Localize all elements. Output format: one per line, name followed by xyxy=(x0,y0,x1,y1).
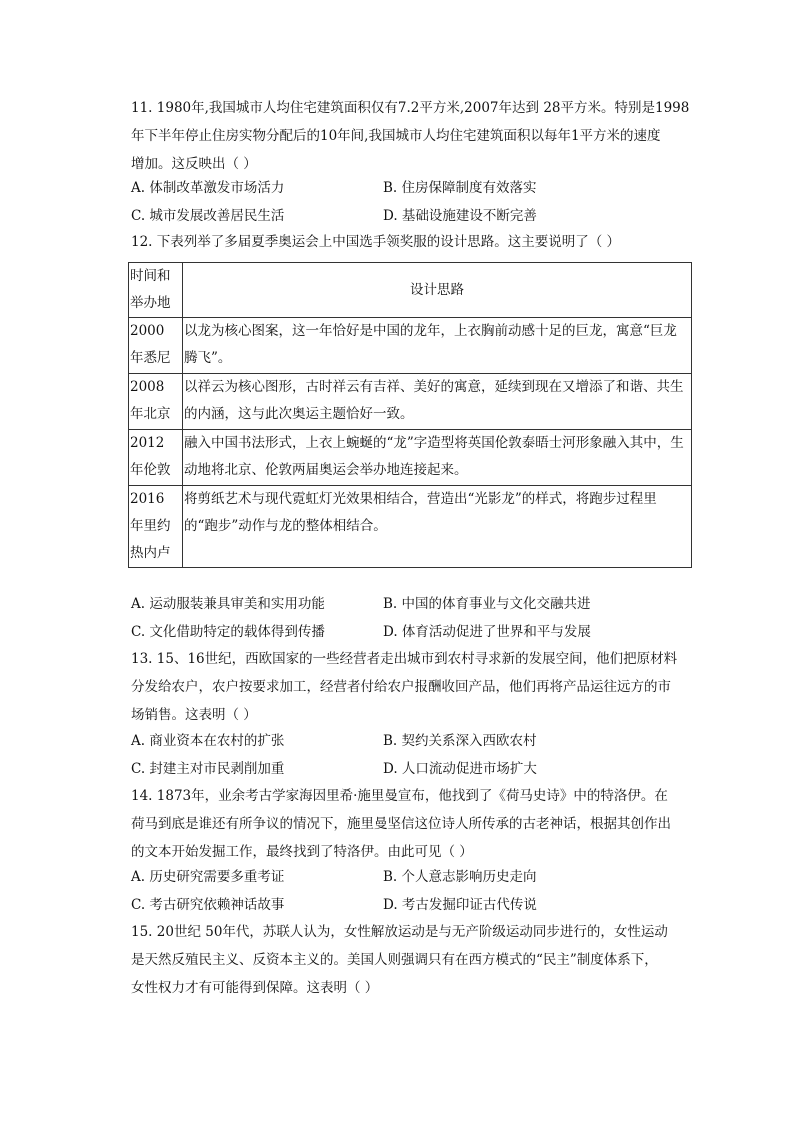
question-14-option-c[interactable]: C. 考古研究依赖神话故事 xyxy=(131,897,285,913)
question-11-option-d[interactable]: D. 基础设施建设不断完善 xyxy=(383,208,537,224)
question-14-option-a[interactable]: A. 历史研究需要多重考证 xyxy=(131,869,285,885)
question-11-option-b[interactable]: B. 住房保障制度有效落实 xyxy=(383,180,537,196)
question-13-line: 分发给农户，农户按要求加工，经营者付给农户报酬收回产品，他们再将产品运往远方的市 xyxy=(131,679,671,695)
question-11-line: 年下半年停止住房实物分配后的10年间,我国城市人均住宅建筑面积以每年1平方米的速度 xyxy=(131,128,661,144)
question-15-line: 15. 20世纪 50年代，苏联人认为，女性解放运动是与无产阶级运动同步进行的，女性运动 xyxy=(131,924,668,940)
table-cell-design: 将剪纸艺术与现代霓虹灯光效果相结合，营造出“光影龙”的样式，将跑步过程里的“跑步”动作与龙的整体相结合。 xyxy=(183,486,692,568)
design-table xyxy=(128,262,692,568)
table-cell-design: 融入中国书法形式，上衣上蜿蜒的“龙”字造型将英国伦敦泰晤士河形象融入其中，生动地将北京、伦敦两届奥运会举办地连接起来。 xyxy=(183,430,692,486)
question-14-option-b[interactable]: B. 个人意志影响历史走向 xyxy=(383,869,537,885)
table-cell-design: 以龙为核心图案，这一年恰好是中国的龙年，上衣胸前动感十足的巨龙，寓意“巨龙腾飞”。 xyxy=(183,318,692,374)
question-14-line: 14. 1873年，业余考古学家海因里希·施里曼宣布，他找到了《荷马史诗》中的特洛伊。在 xyxy=(131,788,668,804)
table-cell-place: 2016 年里约热内卢 xyxy=(129,486,183,568)
question-12-option-b[interactable]: B. 中国的体育事业与文化交融共进 xyxy=(383,596,591,612)
question-13-line: 13. 15、16世纪，西欧国家的一些经营者走出城市到农村寻求新的发展空间，他们把原材料 xyxy=(131,651,678,667)
question-12-option-d[interactable]: D. 体育活动促进了世界和平与发展 xyxy=(383,624,591,640)
question-13-line: 场销售。这表明（ ） xyxy=(131,707,257,723)
question-11-line: 11. 1980年,我国城市人均住宅建筑面积仅有7.2平方米,2007年达到 28平方米。特别是1998 xyxy=(131,100,690,116)
question-13-option-c[interactable]: C. 封建主对市民剥削加重 xyxy=(131,761,285,777)
table-header-row xyxy=(129,263,692,318)
question-12-option-a[interactable]: A. 运动服装兼具审美和实用功能 xyxy=(131,596,325,612)
table-cell-place: 2008 年北京 xyxy=(129,374,183,430)
question-13-option-a[interactable]: A. 商业资本在农村的扩张 xyxy=(131,733,285,749)
table-row xyxy=(129,430,692,486)
table-row xyxy=(129,374,692,430)
question-15-stem xyxy=(131,918,694,1002)
question-15-line: 是天然反殖民主义、反资本主义的。美国人则强调只有在西方模式的“民主”制度体系下， xyxy=(131,952,658,968)
question-11-stem xyxy=(131,94,694,178)
table-cell-place: 2000 年悉尼 xyxy=(129,318,183,374)
question-11-line: 增加。这反映出（ ） xyxy=(131,156,257,172)
question-13-stem xyxy=(131,645,694,729)
question-11-option-a[interactable]: A. 体制改革激发市场活力 xyxy=(131,180,285,196)
question-11-option-c[interactable]: C. 城市发展改善居民生活 xyxy=(131,208,285,224)
question-12-line: 12. 下表列举了多届夏季奥运会上中国选手领奖服的设计思路。这主要说明了（ ） xyxy=(131,234,621,250)
table-cell-design: 以祥云为核心图形，古时祥云有吉祥、美好的寓意，延续到现在又增添了和谐、共生的内涵，这与此次奥运主题恰好一致。 xyxy=(183,374,692,430)
question-13-option-d[interactable]: D. 人口流动促进市场扩大 xyxy=(383,761,537,777)
table-header-cell: 设计思路 xyxy=(183,263,692,318)
table-header-cell: 时间和举办地 xyxy=(129,263,183,318)
table-row xyxy=(129,486,692,568)
table-row xyxy=(129,318,692,374)
question-12-stem xyxy=(131,228,694,256)
question-15-line: 女性权力才有可能得到保障。这表明（ ） xyxy=(131,980,379,996)
question-14-stem xyxy=(131,782,694,866)
question-12-option-c[interactable]: C. 文化借助特定的载体得到传播 xyxy=(131,624,325,640)
question-14-line: 荷马到底是谁还有所争议的情况下，施里曼坚信这位诗人所传承的古老神话，根据其创作出 xyxy=(131,816,671,832)
question-13-option-b[interactable]: B. 契约关系深入西欧农村 xyxy=(383,733,537,749)
table-cell-place: 2012 年伦敦 xyxy=(129,430,183,486)
question-14-line: 的文本开始发掘工作，最终找到了特洛伊。由此可见（ ） xyxy=(131,844,473,860)
question-14-option-d[interactable]: D. 考古发掘印证古代传说 xyxy=(383,897,537,913)
